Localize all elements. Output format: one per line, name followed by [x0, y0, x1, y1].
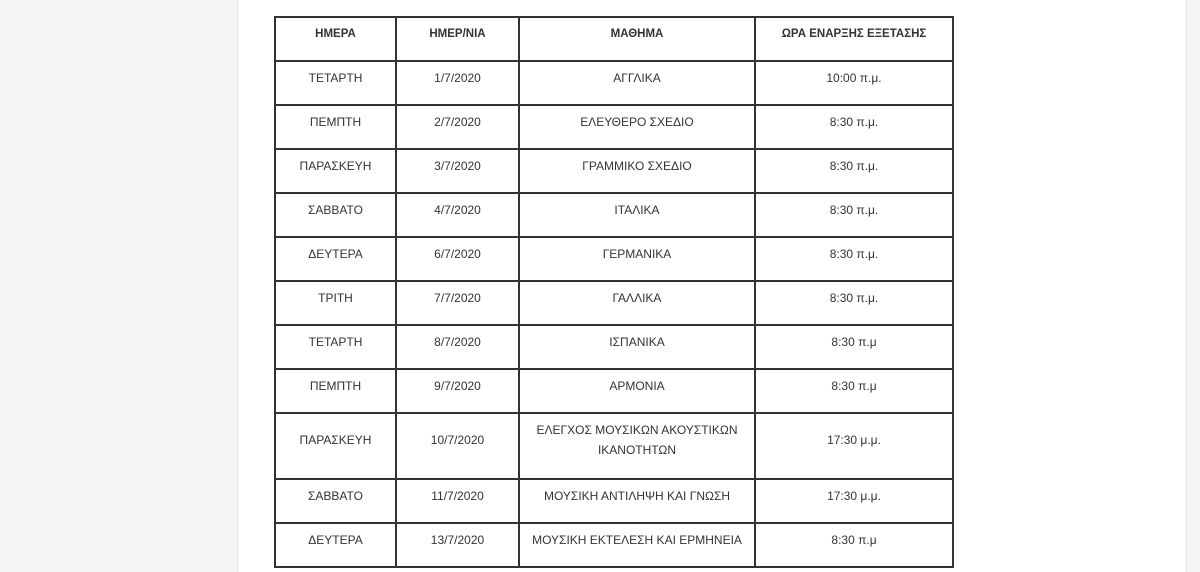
cell-time: 17:30 μ.μ.: [755, 413, 953, 479]
header-subject: ΜΑΘΗΜΑ: [519, 17, 755, 61]
cell-subject: ΓΑΛΛΙΚΑ: [519, 281, 755, 325]
cell-time: 8:30 π.μ: [755, 325, 953, 369]
cell-subject: ΕΛΕΥΘΕΡΟ ΣΧΕΔΙΟ: [519, 105, 755, 149]
cell-date: 13/7/2020: [396, 523, 519, 567]
cell-day: ΤΡΙΤΗ: [275, 281, 396, 325]
header-start-time: ΩΡΑ ΕΝΑΡΞΗΣ ΕΞΕΤΑΣΗΣ: [755, 17, 953, 61]
cell-date: 1/7/2020: [396, 61, 519, 105]
cell-time: 17:30 μ.μ.: [755, 479, 953, 523]
cell-subject: ΕΛΕΓΧΟΣ ΜΟΥΣΙΚΩΝ ΑΚΟΥΣΤΙΚΩΝ ΙΚΑΝΟΤΗΤΩΝ: [519, 413, 755, 479]
cell-time: 10:00 π.μ.: [755, 61, 953, 105]
cell-day: ΠΑΡΑΣΚΕΥΗ: [275, 413, 396, 479]
cell-subject: ΓΕΡΜΑΝΙΚΑ: [519, 237, 755, 281]
table-row: [275, 237, 953, 281]
cell-date: 9/7/2020: [396, 369, 519, 413]
exam-schedule-table: [274, 16, 954, 568]
cell-subject: ΙΣΠΑΝΙΚΑ: [519, 325, 755, 369]
table-row: [275, 281, 953, 325]
cell-time: 8:30 π.μ.: [755, 149, 953, 193]
cell-date: 7/7/2020: [396, 281, 519, 325]
cell-date: 4/7/2020: [396, 193, 519, 237]
table-row: [275, 325, 953, 369]
cell-subject: ΜΟΥΣΙΚΗ ΕΚΤΕΛΕΣΗ ΚΑΙ ΕΡΜΗΝΕΙΑ: [519, 523, 755, 567]
cell-date: 6/7/2020: [396, 237, 519, 281]
cell-day: ΠΕΜΠΤΗ: [275, 369, 396, 413]
cell-day: ΣΑΒΒΑΤΟ: [275, 193, 396, 237]
cell-time: 8:30 π.μ.: [755, 237, 953, 281]
cell-day: ΔΕΥΤΕΡΑ: [275, 523, 396, 567]
cell-day: ΤΕΤΑΡΤΗ: [275, 61, 396, 105]
cell-date: 10/7/2020: [396, 413, 519, 479]
table-row: [275, 193, 953, 237]
table-row: [275, 105, 953, 149]
table-row: [275, 413, 953, 479]
cell-time: 8:30 π.μ: [755, 523, 953, 567]
table-row: [275, 149, 953, 193]
cell-subject: ΜΟΥΣΙΚΗ ΑΝΤΙΛΗΨΗ ΚΑΙ ΓΝΩΣΗ: [519, 479, 755, 523]
cell-date: 8/7/2020: [396, 325, 519, 369]
table-row: [275, 369, 953, 413]
cell-date: 3/7/2020: [396, 149, 519, 193]
cell-time: 8:30 π.μ.: [755, 105, 953, 149]
cell-time: 8:30 π.μ: [755, 369, 953, 413]
cell-subject: ΑΡΜΟΝΙΑ: [519, 369, 755, 413]
header-date: ΗΜΕΡ/ΝΙΑ: [396, 17, 519, 61]
table-row: [275, 523, 953, 567]
cell-subject: ΓΡΑΜΜΙΚΟ ΣΧΕΔΙΟ: [519, 149, 755, 193]
table-header-row: [275, 17, 953, 61]
cell-subject: ΑΓΓΛΙΚΑ: [519, 61, 755, 105]
header-day: ΗΜΕΡΑ: [275, 17, 396, 61]
cell-date: 11/7/2020: [396, 479, 519, 523]
table-row: [275, 61, 953, 105]
cell-day: ΔΕΥΤΕΡΑ: [275, 237, 396, 281]
cell-subject: ΙΤΑΛΙΚΑ: [519, 193, 755, 237]
cell-time: 8:30 π.μ.: [755, 193, 953, 237]
cell-time: 8:30 π.μ.: [755, 281, 953, 325]
table-row: [275, 479, 953, 523]
cell-day: ΠΑΡΑΣΚΕΥΗ: [275, 149, 396, 193]
cell-day: ΣΑΒΒΑΤΟ: [275, 479, 396, 523]
cell-day: ΠΕΜΠΤΗ: [275, 105, 396, 149]
cell-date: 2/7/2020: [396, 105, 519, 149]
content-panel: [237, 0, 1187, 572]
cell-day: ΤΕΤΑΡΤΗ: [275, 325, 396, 369]
